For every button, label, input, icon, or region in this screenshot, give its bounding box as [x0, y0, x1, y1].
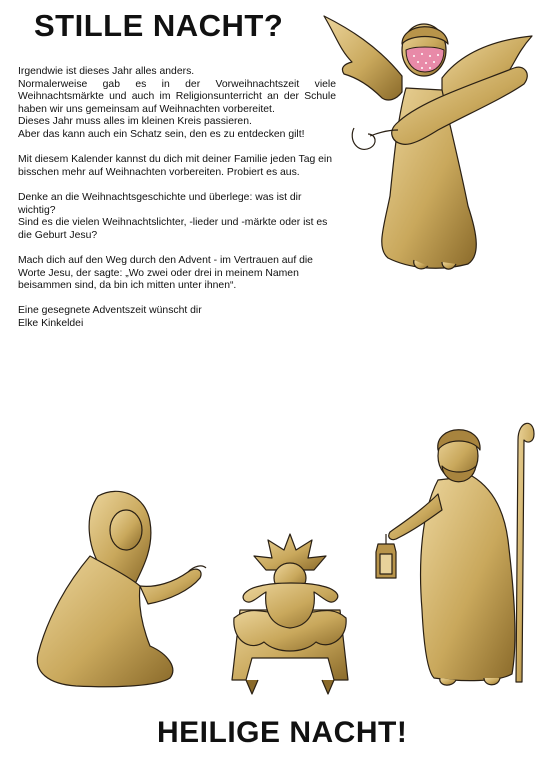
letter-text [18, 66, 336, 343]
text-line: Normalerweise gab es in der Vorweihnachtszeit viele Weihnachtsmärkte und auch im Religionsunterricht an der Schule haben wir uns gemeinsam auf Weihnachten vorbereitet. [18, 78, 336, 115]
greeting-paragraph [18, 305, 336, 330]
closing-title: HEILIGE NACHT! [157, 716, 408, 749]
mary-arm [140, 569, 201, 604]
joseph-figure [372, 410, 540, 690]
text-line: Sind es die vielen Weihnachtslichter, -lieder und -märkte oder ist es die Geburt Jesu? [18, 217, 328, 241]
intro-paragraph [18, 66, 336, 142]
angel-left-wing [324, 16, 402, 100]
text-line: Aber das kann auch ein Schatz sein, den es zu entdecken gilt! [18, 128, 305, 140]
signature: Elke Kinkeldei [18, 317, 84, 329]
staff [516, 423, 534, 682]
text-line: Irgendwie ist dieses Jahr alles anders. [18, 66, 195, 77]
mary-body [37, 556, 172, 687]
greeting-line: Eine gesegnete Adventszeit wünscht dir [18, 305, 202, 317]
angel-figure [318, 6, 546, 278]
text-line: Dieses Jahr muss alles im kleinen Kreis passieren. [18, 116, 252, 128]
question-paragraph [18, 192, 336, 242]
page-title: STILLE NACHT? [34, 8, 284, 43]
mary-head [110, 510, 142, 550]
mary-figure [28, 486, 210, 690]
jesus-manger-figure [226, 530, 354, 696]
text-line: Denke an die Weihnachtsgeschichte und überlege: was ist dir wichtig? [18, 191, 302, 216]
calendar-paragraph: Mit diesem Kalender kannst du dich mit deiner Familie jeden Tag ein bisschen mehr auf Weihnachten vorbereiten. Probiert es aus. [18, 154, 333, 178]
advent-paragraph: Mach dich auf den Weg durch den Advent - im Vertrauen auf die Worte Jesu, der sagte: „Wo zwei oder drei in meinem Namen beisammen sind, da bin ich mitten unter ihnen“. [18, 254, 313, 292]
